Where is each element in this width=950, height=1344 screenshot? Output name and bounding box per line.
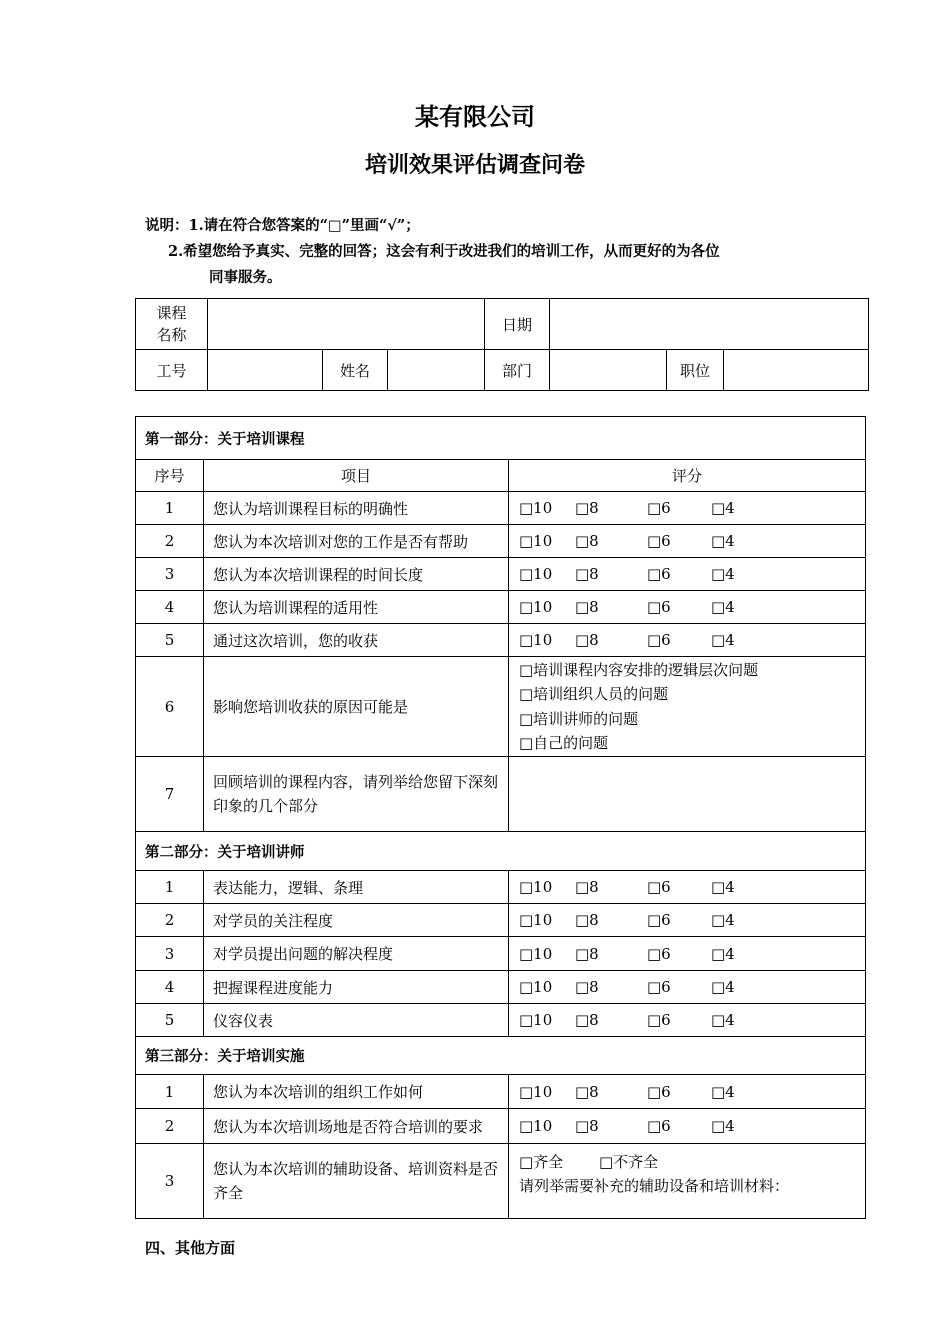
option-8[interactable]: □8 xyxy=(575,631,599,649)
date-label: 日期 xyxy=(485,299,550,350)
table-row xyxy=(136,492,866,525)
table-row xyxy=(136,971,866,1004)
row-item: 表达能力，逻辑、条理 xyxy=(204,871,509,904)
option-4[interactable]: □4 xyxy=(711,978,735,996)
option-8[interactable]: □8 xyxy=(575,565,599,583)
column-score: 评分 xyxy=(509,460,866,492)
option-10[interactable]: □10 xyxy=(519,944,553,963)
option-4[interactable]: □4 xyxy=(711,598,735,616)
table-row xyxy=(136,871,866,904)
row-number: 2 xyxy=(136,525,204,558)
score-options[interactable] xyxy=(509,558,866,591)
row-number: 5 xyxy=(136,624,204,657)
option-10[interactable]: □10 xyxy=(519,878,553,896)
questionnaire-title: 培训效果评估调查问卷 xyxy=(364,152,585,178)
row-number: 4 xyxy=(136,591,204,624)
option-4[interactable]: □4 xyxy=(711,1011,735,1029)
name-label: 姓名 xyxy=(323,350,388,391)
option-4[interactable]: □4 xyxy=(711,532,735,550)
row-number: 1 xyxy=(136,1075,204,1109)
score-options[interactable] xyxy=(509,937,866,971)
row-item: 影响您培训收获的原因可能是 xyxy=(204,657,509,757)
table-row xyxy=(136,757,866,832)
course-name-label: 课程名称 xyxy=(136,299,208,350)
option-4[interactable]: □4 xyxy=(711,499,735,517)
company-name: 某有限公司 xyxy=(415,102,535,131)
equipment-answer xyxy=(509,1144,866,1219)
row-item: 您认为本次培训的组织工作如何 xyxy=(204,1075,509,1109)
row-number: 5 xyxy=(136,1004,204,1037)
table-row xyxy=(136,1109,866,1144)
option-4[interactable]: □4 xyxy=(711,1117,735,1135)
table-row xyxy=(136,591,866,624)
score-options[interactable] xyxy=(509,871,866,904)
option-10[interactable]: □10 xyxy=(519,532,553,550)
position-label: 职位 xyxy=(667,350,724,391)
option-4[interactable]: □4 xyxy=(711,631,735,649)
table-row xyxy=(136,657,866,757)
date-field[interactable] xyxy=(550,299,869,350)
section-4-title: 四、其他方面 xyxy=(145,1239,236,1257)
choice-course-logic[interactable]: □培训课程内容安排的逻辑层次问题 xyxy=(519,660,759,679)
option-6[interactable]: □6 xyxy=(647,1117,671,1135)
score-options[interactable] xyxy=(509,1109,866,1144)
info-table xyxy=(135,298,869,391)
row-item: 仪容仪表 xyxy=(204,1004,509,1037)
table-row xyxy=(136,525,866,558)
option-4[interactable]: □4 xyxy=(711,944,735,963)
table-row xyxy=(136,937,866,971)
option-10[interactable]: □10 xyxy=(519,911,553,929)
option-10[interactable]: □10 xyxy=(519,631,553,649)
option-6[interactable]: □6 xyxy=(647,1082,671,1101)
table-row xyxy=(136,558,866,591)
section-2-title: 第二部分：关于培训讲师 xyxy=(136,832,866,871)
choice-self[interactable]: □自己的问题 xyxy=(519,734,609,752)
row-number: 3 xyxy=(136,1144,204,1219)
instruction-line-1: 说明：1.请在符合您答案的“□”里画“√”； xyxy=(145,217,420,234)
option-6[interactable]: □6 xyxy=(647,598,671,616)
option-10[interactable]: □10 xyxy=(519,565,553,583)
option-10[interactable]: □10 xyxy=(519,598,553,616)
reason-choices xyxy=(509,657,866,757)
score-options[interactable] xyxy=(509,971,866,1004)
table-row xyxy=(136,1144,866,1219)
option-10[interactable]: □10 xyxy=(519,1082,553,1101)
option-10[interactable]: □10 xyxy=(519,1011,553,1029)
table-row xyxy=(136,1004,866,1037)
option-6[interactable]: □6 xyxy=(647,944,671,963)
column-item: 项目 xyxy=(204,460,509,492)
option-8[interactable]: □8 xyxy=(575,978,599,996)
department-field[interactable] xyxy=(550,350,667,391)
option-10[interactable]: □10 xyxy=(519,499,553,517)
score-options[interactable] xyxy=(509,1004,866,1037)
option-6[interactable]: □6 xyxy=(647,532,671,550)
option-8[interactable]: □8 xyxy=(575,911,599,929)
row-number: 1 xyxy=(136,871,204,904)
score-options[interactable] xyxy=(509,525,866,558)
employee-id-label: 工号 xyxy=(136,350,208,391)
option-10[interactable]: □10 xyxy=(519,978,553,996)
name-field[interactable] xyxy=(388,350,485,391)
option-10[interactable]: □10 xyxy=(519,1117,553,1135)
row-item: 对学员的关注程度 xyxy=(204,904,509,937)
equipment-note: 请列举需要补充的辅助设备和培训材料： xyxy=(519,1177,790,1195)
option-8[interactable]: □8 xyxy=(575,1011,599,1029)
option-6[interactable]: □6 xyxy=(647,978,671,996)
impression-answer-field[interactable] xyxy=(509,757,866,832)
row-item: 您认为本次培训场地是否符合培训的要求 xyxy=(204,1109,509,1144)
score-options[interactable] xyxy=(509,624,866,657)
choice-trainer[interactable]: □培训讲师的问题 xyxy=(519,709,639,728)
row-number: 2 xyxy=(136,1109,204,1144)
table-row xyxy=(136,1075,866,1109)
option-4[interactable]: □4 xyxy=(711,911,735,929)
instruction-line-2: 2.希望您给予真实、完整的回答；这会有利于改进我们的培训工作，从而更好的为各位 xyxy=(168,243,720,260)
department-label: 部门 xyxy=(485,350,550,391)
score-options[interactable] xyxy=(509,904,866,937)
option-4[interactable]: □4 xyxy=(711,565,735,583)
course-name-field[interactable] xyxy=(208,299,485,350)
row-item: 对学员提出问题的解决程度 xyxy=(204,937,509,971)
row-item: 通过这次培训，您的收获 xyxy=(204,624,509,657)
choice-incomplete[interactable]: □不齐全 xyxy=(599,1153,659,1171)
questionnaire-table xyxy=(135,416,866,1219)
row-number: 4 xyxy=(136,971,204,1004)
row-number: 7 xyxy=(136,757,204,832)
section-1-title: 第一部分：关于培训课程 xyxy=(136,417,866,460)
row-item: 您认为本次培训对您的工作是否有帮助 xyxy=(204,525,509,558)
section-3-title: 第三部分：关于培训实施 xyxy=(136,1037,866,1075)
option-8[interactable]: □8 xyxy=(575,1117,599,1135)
row-item: 您认为培训课程目标的明确性 xyxy=(204,492,509,525)
option-6[interactable]: □6 xyxy=(647,631,671,649)
score-options[interactable] xyxy=(509,492,866,525)
option-4[interactable]: □4 xyxy=(711,878,735,896)
choice-organizers[interactable]: □培训组织人员的问题 xyxy=(519,685,669,703)
instruction-line-3: 同事服务。 xyxy=(209,269,282,286)
option-8[interactable]: □8 xyxy=(575,532,599,550)
position-field[interactable] xyxy=(724,350,869,391)
option-6[interactable]: □6 xyxy=(647,911,671,929)
row-number: 2 xyxy=(136,904,204,937)
column-no: 序号 xyxy=(136,460,204,492)
option-6[interactable]: □6 xyxy=(647,499,671,517)
row-item: 您认为培训课程的适用性 xyxy=(204,591,509,624)
row-item: 您认为本次培训的辅助设备、培训资料是否齐全 xyxy=(204,1144,509,1219)
option-6[interactable]: □6 xyxy=(647,878,671,896)
option-8[interactable]: □8 xyxy=(575,944,599,963)
score-options[interactable] xyxy=(509,1075,866,1109)
row-number: 3 xyxy=(136,558,204,591)
table-row xyxy=(136,624,866,657)
row-item: 把握课程进度能力 xyxy=(204,971,509,1004)
option-8[interactable]: □8 xyxy=(575,598,599,616)
row-item: 回顾培训的课程内容，请列举给您留下深刻印象的几个部分 xyxy=(204,757,509,832)
option-8[interactable]: □8 xyxy=(575,878,599,896)
row-number: 6 xyxy=(136,657,204,757)
choice-complete[interactable]: □齐全 xyxy=(519,1153,564,1171)
row-number: 1 xyxy=(136,492,204,525)
employee-id-field[interactable] xyxy=(208,350,323,391)
option-8[interactable]: □8 xyxy=(575,1082,599,1101)
row-number: 3 xyxy=(136,937,204,971)
table-row xyxy=(136,904,866,937)
option-8[interactable]: □8 xyxy=(575,499,599,517)
row-item: 您认为本次培训课程的时间长度 xyxy=(204,558,509,591)
option-6[interactable]: □6 xyxy=(647,1011,671,1029)
option-4[interactable]: □4 xyxy=(711,1082,735,1101)
score-options[interactable] xyxy=(509,591,866,624)
option-6[interactable]: □6 xyxy=(647,565,671,583)
